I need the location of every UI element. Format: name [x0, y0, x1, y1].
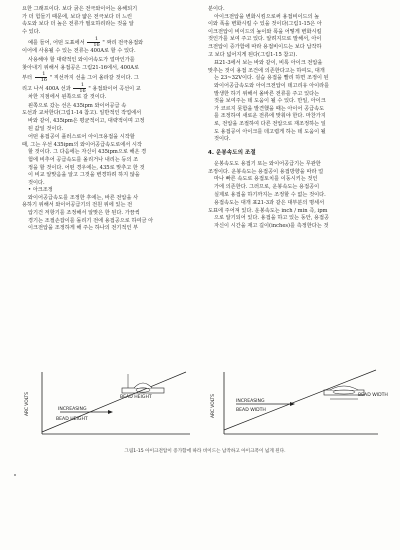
fraction — [87, 37, 99, 48]
text-line: 도 용접공이 아이크를 데고렵게 하는 데 도움이 될 — [214, 128, 326, 135]
right-paragraph-4 — [208, 200, 384, 230]
text-line: 어떤 용접공이 플러스로어 아이크용접을 시작할 — [28, 134, 135, 141]
text-line: 가 코르지 못함을 발견했을 때는 아이어 공급속도 — [214, 105, 325, 112]
text-line: 으로 알기되어 있다. 용접을 하고 있는 동안, 용접공 — [214, 215, 330, 222]
text-line: 발생한 하기 위해서 올바른 전류를 주고 있다는 — [214, 90, 320, 97]
text-line: 된 값일 것이다. — [28, 125, 64, 132]
fraction — [73, 83, 85, 94]
text-line: 할 것이다. 그 다음에는 자신이 435ipm으로 해온 경 — [28, 149, 147, 156]
fraction — [35, 72, 47, 83]
text-fragment: " 용접와이어 곡선이 교 — [88, 86, 141, 93]
bead-width-diagram — [206, 366, 388, 446]
text-line: 고 보다 넓어지게 된다(그림1-15 참고). — [208, 51, 298, 58]
bead-cross-section-icon — [122, 383, 164, 393]
arrow-head-icon — [108, 410, 113, 414]
text-line: 맞추는 것이 용접 조건에 의존한다고는 하여도, 대개 — [208, 67, 325, 74]
fraction-denominator: 16 — [93, 42, 100, 49]
right-paragraph-2 — [208, 60, 384, 144]
text-fragment: 부터 — [22, 75, 33, 82]
text-fragment: 리고 나서 400A 선과 — [22, 86, 71, 93]
text-line: 마나 빠른 속도로 용접토치를 이동시키는 것인 — [214, 176, 318, 183]
text-line: 자신이 시간을 재고 길이(inches)를 측정한다는 것 — [214, 223, 329, 230]
text-line: 바와 같이, 435ipm은 평균적이고, 대략적이며 고정 — [28, 117, 145, 124]
fraction-numerator: 1 — [87, 37, 99, 43]
text-line: 경기는 조절손잡이를 돌리기 전에 용접공으로 하여금 아 — [28, 217, 154, 224]
trend-line — [42, 372, 186, 432]
text-line: 찾아내기 위해서 용접공은 그림21-16에서, 400A로 — [22, 64, 140, 71]
left-paragraph-5 — [22, 134, 194, 187]
text-line: 사용해야 할 대략적인 와이어속도가 얼마인가를 — [28, 56, 135, 63]
text-line: 와이어공급속도를 조정한 후에는, 바른 전압을 사 — [28, 194, 139, 201]
text-line: 가에 의존한다. 그러므로, 운봉속도는 용접공이 — [214, 184, 320, 191]
text-fragment: " 짜리 전극용접와 — [102, 40, 144, 47]
text-line: 도표에 주어져 있다. 운봉속도는 inch / min 즉, ipm — [208, 207, 328, 214]
text-line: 왼쪽으로 갔는 선은 435ipm 와이어공급 속 — [28, 102, 127, 109]
bullet-heading-arc-adjust: • 아크조정 — [28, 187, 53, 194]
left-paragraph-3 — [22, 57, 194, 102]
text-line: 는 23~32V이다. 실습 용접을 빨리 하면 조정이 된 — [214, 75, 329, 82]
x-axis-label: BEAD HEIGHT — [120, 395, 152, 400]
text-line: 압기건 저항기를 조정해서 알맞은 한 된다. 가끔씩 — [28, 210, 140, 217]
left-paragraph-6 — [22, 195, 194, 233]
text-line: 이 비교 알맞음을 알고 그것을 변경하려 하지 않을 — [28, 172, 140, 179]
text-line: 정을 할 것이다. 어떤 경우에는, 435로 맞추고 한 것 — [28, 164, 145, 171]
text-line: 험에 비추어 공급속도를 올리거나 내리는 등의 조 — [28, 156, 139, 163]
y-axis-label: ARC VOLTS — [25, 392, 30, 416]
text-line: 아이크전압을 변화시킴으로써 용접비이드의 높 — [214, 13, 320, 20]
left-paragraph-4 — [22, 103, 194, 133]
text-line: 운봉속도도 용접기 또는 와이어공급기는 무관한 — [214, 161, 321, 168]
arrow-label-2: BEAD WIDTH — [236, 408, 266, 413]
text-line: 용접속도는 대개 표21-3과 같은 대부분의 명세서 — [214, 200, 325, 207]
y-axis-label: ARC VOLTS — [211, 394, 216, 418]
text-line: 크전압이 증가함에 따라 용접비이드는 보다 납작하 — [208, 43, 322, 50]
text-line: 도선과 교차한다(그림1-14 참고). 일반적인 작업에서 — [22, 110, 142, 117]
text-line: 때, 그는 우선 435ipm의 와이어공급속도로에서 시작 — [22, 141, 142, 148]
figure-bead-height — [20, 366, 198, 516]
text-line: 이크전압이 비이드의 높이와 폭을 어떻게 변화시킬 — [208, 28, 322, 35]
text-line: 수 있다. — [22, 28, 41, 35]
fraction-numerator: 1 — [35, 72, 47, 78]
text-line: 이와 폭을 변화시킬 수 있을 것이다(그림1-15은 아 — [208, 21, 322, 28]
right-text-column — [208, 6, 384, 231]
text-line: 속도와 보다 더 높은 전류가 필요하리라는 것을 알 — [22, 21, 134, 28]
bead-height-diagram — [20, 366, 198, 446]
text-line: 가 더 힘들기 때문에, 보다 얇은 전극보다 더 느린 — [22, 13, 133, 20]
text-line: 것이다. — [214, 136, 231, 143]
left-text-column — [22, 6, 194, 233]
text-fragment: " 직선까지 선을 그어 올라갈 것이다. 그 — [49, 75, 139, 82]
text-line: 용하기 위해서 와이어공급기의 전원 위에 있는 전 — [22, 202, 133, 209]
text-line: 표21-3에서 보는 바와 같이, 비록 아이크 전압을 — [214, 60, 323, 67]
text-line: 와이어공급속도와 아이크전압이 데고리유 아이라를 — [214, 82, 330, 89]
figure-bead-width — [206, 366, 388, 516]
arrow-label-2: BEAD HEIGHT — [56, 417, 88, 422]
figure-caption: 그림1-15 아이크전압이 증가함에 따라 비이드는 납작하고 아이크폭이 넓게 된다. — [124, 449, 286, 454]
arrow-label-1: INCREASING — [236, 399, 265, 404]
arrow-label-1: INCREASING — [58, 407, 87, 412]
text-line: 이어에 사용될 수 있는 전류는 400A로 할 수 있다. — [22, 48, 136, 55]
text-line: 로, 전압을 조절하여 다른 전압으로 재조정하는 일 — [214, 120, 326, 127]
fraction-denominator: 16 — [40, 77, 48, 84]
text-line: 분이다. — [208, 6, 225, 12]
right-paragraph-3 — [208, 161, 384, 199]
fraction-denominator: 16 — [79, 88, 86, 95]
text-line: 것을 보여주는 데 도움이 될 수 있다. 만일, 아이크 — [214, 98, 326, 105]
x-axis-label: BEAD WIDTH — [358, 393, 388, 398]
left-paragraph-2 — [22, 37, 194, 56]
text-line: 실제로 용접을 하기까지는 조정할 수 없는 것이다. — [214, 191, 326, 198]
text-line: 를 조정하여 새로운 전류에 맞춰야 한다. 마찬가지 — [214, 113, 326, 120]
right-paragraph-1 — [208, 6, 384, 59]
text-line: 이크전압을 조정하게 해 주는 하나의 전기적인 부 — [28, 225, 139, 232]
fraction-numerator: 1 — [73, 83, 85, 89]
text-line: 요한 그래프이다. 보다 굵은 전극와이어는 용해되기 — [22, 6, 138, 12]
scan-speck — [14, 474, 16, 476]
text-fragment: 예를 들어, 어떤 도표에서 — [28, 40, 85, 47]
left-paragraph-1 — [22, 6, 194, 36]
text-line: 것인가를 보여 주고 있다. 알려지므로 말해서, 아이 — [208, 36, 322, 43]
text-line: 것이다. — [28, 179, 45, 186]
text-line: 차한 지점에서 왼쪽으로 갈 것이다. — [28, 94, 107, 101]
text-line: 조정이다. 운봉속도는 용접공이 용접방향을 따라 얼 — [208, 168, 324, 175]
section-heading: 4. 운봉속도의 조절 — [208, 149, 256, 156]
